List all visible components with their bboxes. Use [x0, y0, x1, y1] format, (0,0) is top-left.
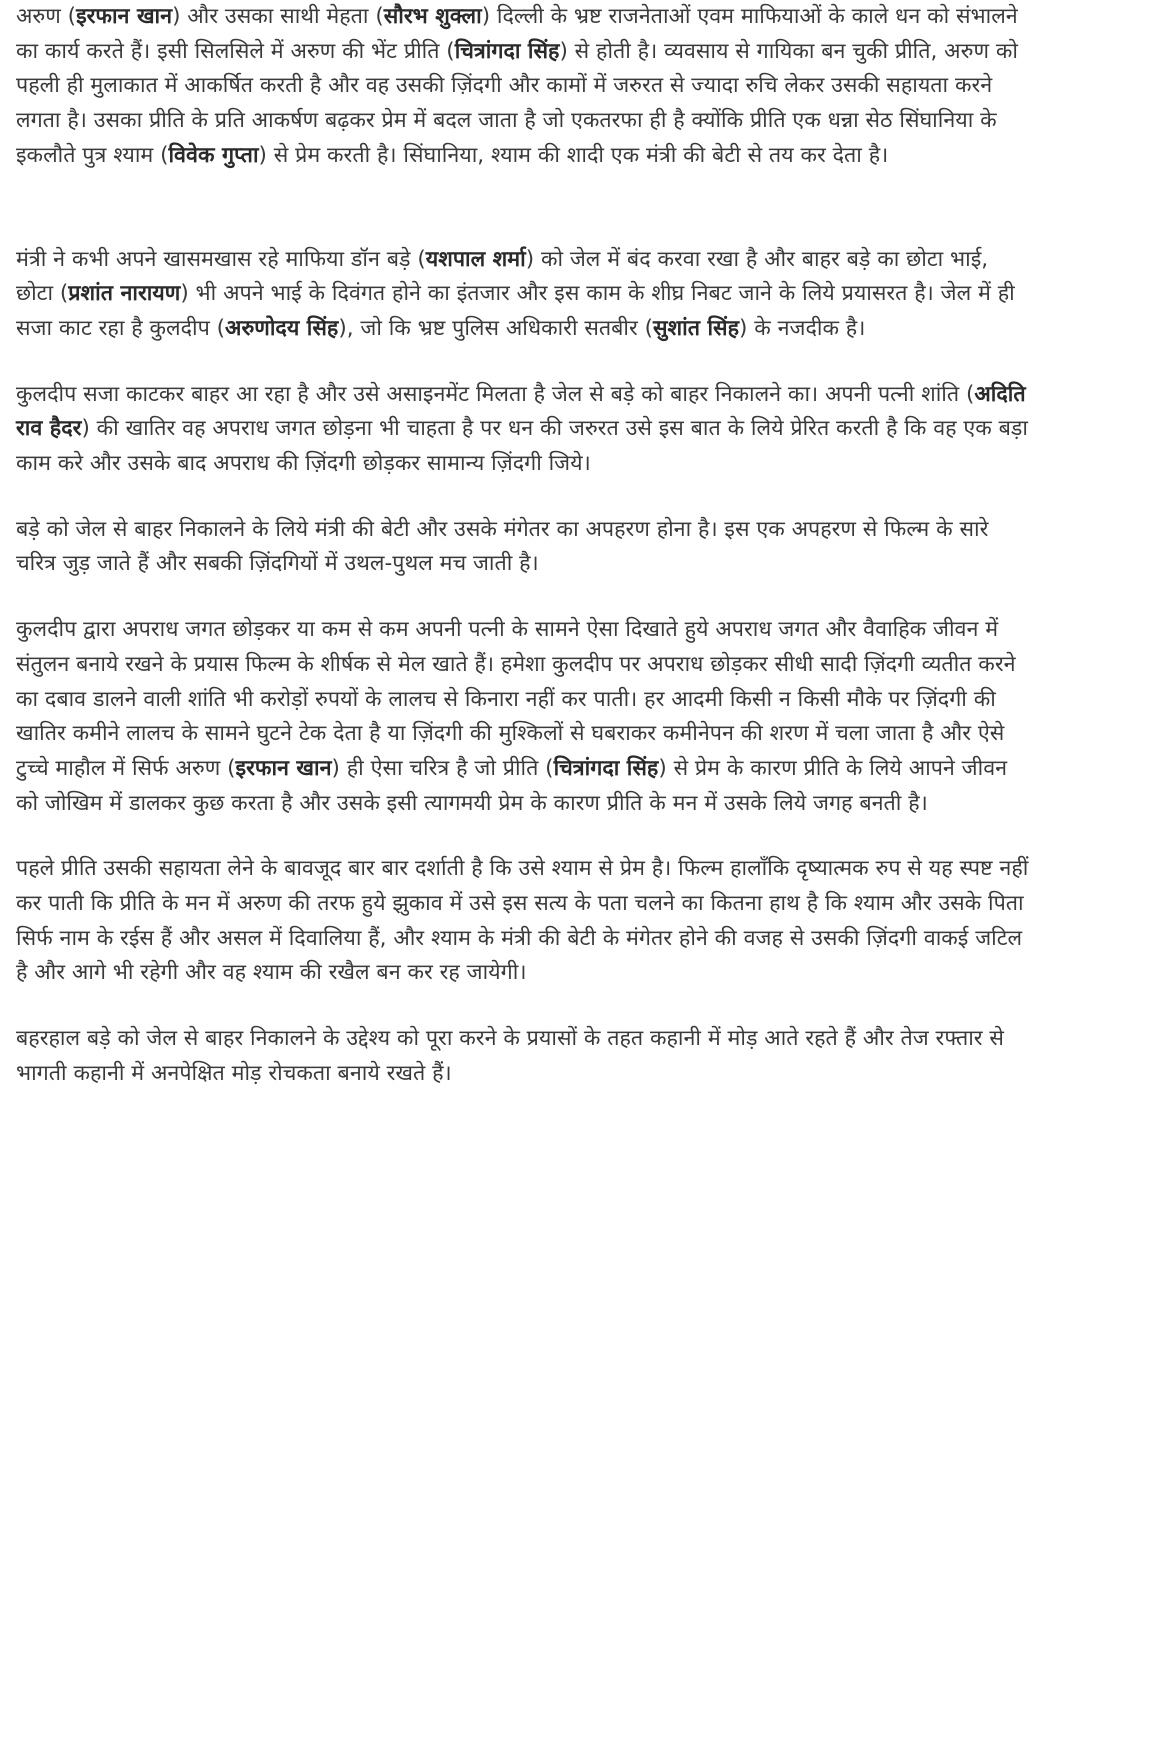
actor-name-chitrangada-singh: चित्रांगदा सिंह — [553, 755, 659, 781]
text-run: ) से होती है। व्यवसाय से गायिका बन चुकी प्रीति, अरुण को पहली ही मुलाकात में आकर्षित करती है और वह उसकी ज़िंदगी और कामों में जरुरत से ज्यादा रुचि लेकर उसकी सहायता करने लगता है। उसका प्रीति के प्रति आकर्षण बढ़कर प्रेम में बदल जाता है जो एकतरफा ही है क्योंकि प्रीति एक धन्ना सेठ सिंघानिया के इकलौते पुत्र श्याम ( — [16, 38, 1018, 168]
text-run: ) दिल्ली के भ्रष्ट राजनेताओं एवम माफियाओं के काले धन को संभालने का कार्य करते हैं। इसी सिलसिले में अरुण की भेंट प्रीति ( — [16, 4, 1018, 64]
text-run: ) की खातिर वह अपराध जगत छोड़ना भी चाहता है पर धन की जरुरत उसे इस बात के लिये प्रेरित करती है कि वह एक बड़ा काम करे और उसके बाद अपराध की ज़िंदगी छोड़कर सामान्य ज़िंदगी जिये। — [16, 416, 1028, 477]
actor-name-saurabh-shukla: सौरभ शुक्ला — [383, 4, 482, 29]
actor-name-aditi-rao-hydari: अदिति राव हैदर — [16, 381, 1026, 442]
text-run: ) और उसका साथी मेहता ( — [172, 4, 384, 29]
text-run: ) से प्रेम के कारण प्रीति के लिये आपने जीवन को जोखिम में डालकर कुछ करता है और उसके इसी त्यागमयी प्रेम के कारण प्रीति के मन में उसके लिये जगह बनती है। — [16, 755, 1008, 816]
paragraph-kuldeep-assignment — [16, 378, 1031, 482]
text-run: बड़े को जेल से बाहर निकालने के लिये मंत्री की बेटी और उसके मंगेतर का अपहरण होना है। इस एक अपहरण से फिल्म के सारे चरित्र जुड़ जाते हैं और सबकी ज़िंदगियों में उथल-पुथल मच जाती है। — [16, 516, 989, 577]
paragraph-kidnapping — [16, 513, 1031, 582]
text-run: ) के नजदीक है। — [739, 315, 866, 341]
text-run: मंत्री ने कभी अपने खासमखास रहे माफिया डॉन बड़े ( — [16, 246, 426, 272]
text-run: ) को जेल में बंद करवा रखा है और बाहर बड़े का छोटा भाई, छोटा ( — [16, 246, 989, 307]
actor-name-sushant-singh: सुशांत सिंह — [653, 315, 739, 341]
actor-name-chitrangada-singh: चित्रांगदा सिंह — [454, 38, 560, 64]
text-run: ), जो कि भ्रष्ट पुलिस अधिकारी सतबीर ( — [338, 315, 654, 341]
article-body — [16, 0, 1031, 1092]
paragraph-conclusion — [16, 1022, 1031, 1091]
text-run: पहले प्रीति उसकी सहायता लेने के बावजूद बार बार दर्शाती है कि उसे श्याम से प्रेम है। फिल्म हालाँकि दृष्यात्मक रुप से यह स्पष्ट नहीं कर पाती कि प्रीति के मन में अरुण की तरफ हुये झुकाव में उसे इस सत्य के पता चलने का कितना हाथ है कि श्याम और उसके पिता सिर्फ नाम के रईस हैं और असल में दिवालिया हैं, और श्याम के मंत्री की बेटी के मंगेतर होने की वजह से उसकी ज़िंदगी वाकई जटिल है और आगे भी रहेगी और वह श्याम की रखैल बन कर रह जायेगी। — [16, 856, 1029, 986]
actor-name-yashpal-sharma: यशपाल शर्मा — [425, 246, 526, 272]
actor-name-prashant-narayan: प्रशांत नारायण — [68, 281, 181, 307]
text-run: कुलदीप द्वारा अपराध जगत छोड़कर या कम से कम अपनी पत्नी के सामने ऐसा दिखाते हुये अपराध जगत और वैवाहिक जीवन में संतुलन बनाये रखने के प्रयास फिल्म के शीर्षक से मेल खाते हैं। हमेशा कुलदीप पर अपराध छोड़कर सीधी सादी ज़िंदगी व्यतीत करने का दबाव डालने वाली शांति भी करोड़ों रुपयों के लालच से किनारा नहीं कर पाती। हर आदमी किसी न किसी मौके पर ज़िंदगी की खातिर कमीने लालच के सामने घुटने टेक देता है या ज़िंदगी की मुश्किलों से घबराकर कमीनेपन की शरण में चला जाता है और ऐसे टुच्चे माहौल में सिर्फ अरुण ( — [16, 617, 1016, 781]
paragraph-gap — [16, 174, 1031, 243]
text-run: ) ही ऐसा चरित्र है जो प्रीति ( — [331, 755, 554, 781]
text-run: ) से प्रेम करती है। सिंघानिया, श्याम की शादी एक मंत्री की बेटी से तय कर देता है। — [258, 142, 889, 168]
actor-name-irrfan-khan: इरफान खान — [76, 4, 173, 29]
paragraph-title-theme — [16, 613, 1031, 821]
text-run: कुलदीप सजा काटकर बाहर आ रहा है और उसे असाइनमेंट मिलता है जेल से बड़े को बाहर निकालने का। अपनी पत्नी शांति ( — [16, 381, 975, 407]
text-run: ) भी अपने भाई के दिवंगत होने का इंतजार और इस काम के शीघ्र निबट जाने के लिये प्रयासरत है। जेल में ही सजा काट रहा है कुलदीप ( — [16, 281, 1015, 341]
text-run: बहरहाल बड़े को जेल से बाहर निकालने के उद्देश्य को पूरा करने के प्रयासों के तहत कहानी में मोड़ आते रहते हैं और तेज रफ्तार से भागती कहानी में अनपेक्षित मोड़ रोचकता बनाये रखते हैं। — [16, 1026, 1004, 1086]
actor-name-vivek-gupta: विवेक गुप्ता — [168, 142, 259, 168]
paragraph-plot-intro — [16, 0, 1031, 174]
actor-name-arunoday-singh: अरुणोदय सिंह — [225, 315, 339, 341]
actor-name-irrfan-khan: इरफान खान — [235, 755, 332, 781]
paragraph-minister-mafia — [16, 243, 1031, 347]
paragraph-preeti-shyam — [16, 852, 1031, 991]
text-run: अरुण ( — [16, 4, 77, 29]
